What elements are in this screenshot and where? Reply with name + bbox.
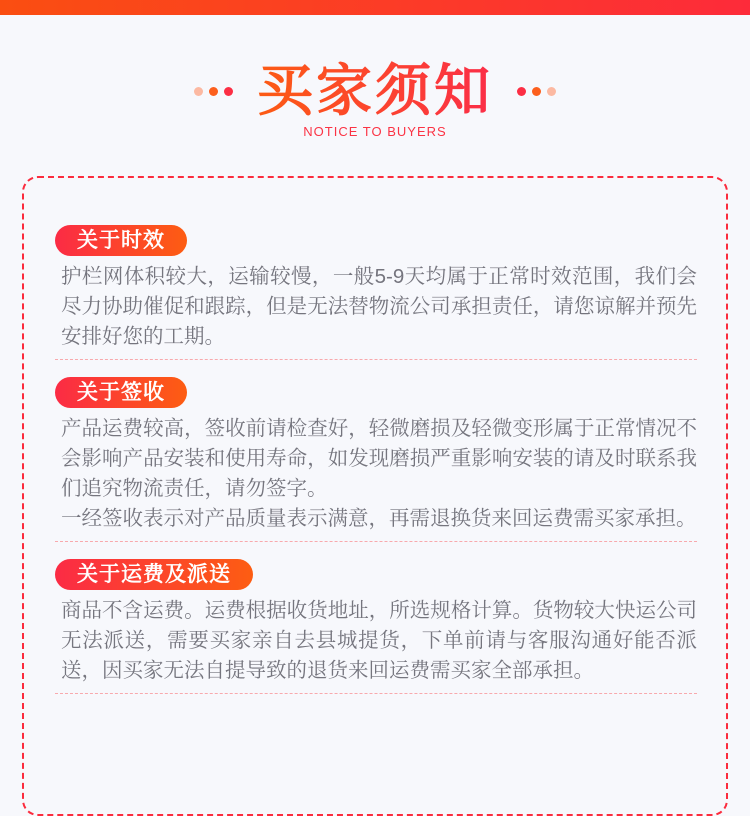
section-badge-receipt: 关于签收 <box>55 377 187 408</box>
section-badge-timeliness: 关于时效 <box>55 225 187 256</box>
notice-section-timeliness <box>55 225 697 360</box>
page-subtitle: NOTICE TO BUYERS <box>303 124 447 140</box>
dot-icon <box>532 87 541 96</box>
section-badge-shipping: 关于运费及派送 <box>55 559 253 590</box>
section-paragraph: 护栏网体积较大，运输较慢，一般5-9天均属于正常时效范围，我们会尽力协助催促和跟踪，但是无法替物流公司承担责任，请您谅解并预先安排好您的工期。 <box>61 265 697 348</box>
dot-icon <box>517 87 526 96</box>
dot-icon <box>224 87 233 96</box>
dot-icon <box>547 87 556 96</box>
section-paragraph: 产品运费较高，签收前请检查好，轻微磨损及轻微变形属于正常情况不会影响产品安装和使用寿命，如发现磨损严重影响安装的请及时联系我们追究物流责任，请勿签字。 <box>61 417 697 500</box>
page-header <box>0 59 750 139</box>
dot-icon <box>209 87 218 96</box>
dot-icon <box>194 87 203 96</box>
top-accent-bar <box>0 0 750 15</box>
page-title: 买家须知 <box>257 59 493 122</box>
dots-left-icon <box>194 87 233 96</box>
title-row <box>0 59 750 123</box>
notice-card <box>22 176 728 816</box>
section-paragraph: 商品不含运费。运费根据收货地址，所选规格计算。货物较大快运公司无法派送，需要买家亲自去县城提货，下单前请与客服沟通好能否派送，因买家无法自提导致的退货来回运费需买家全部承担。 <box>61 599 697 682</box>
notice-section-receipt <box>55 360 697 542</box>
dots-right-icon <box>517 87 556 96</box>
section-paragraph: 一经签收表示对产品质量表示满意，再需退换货来回运费需买家承担。 <box>61 507 697 530</box>
notice-section-shipping <box>55 542 697 694</box>
